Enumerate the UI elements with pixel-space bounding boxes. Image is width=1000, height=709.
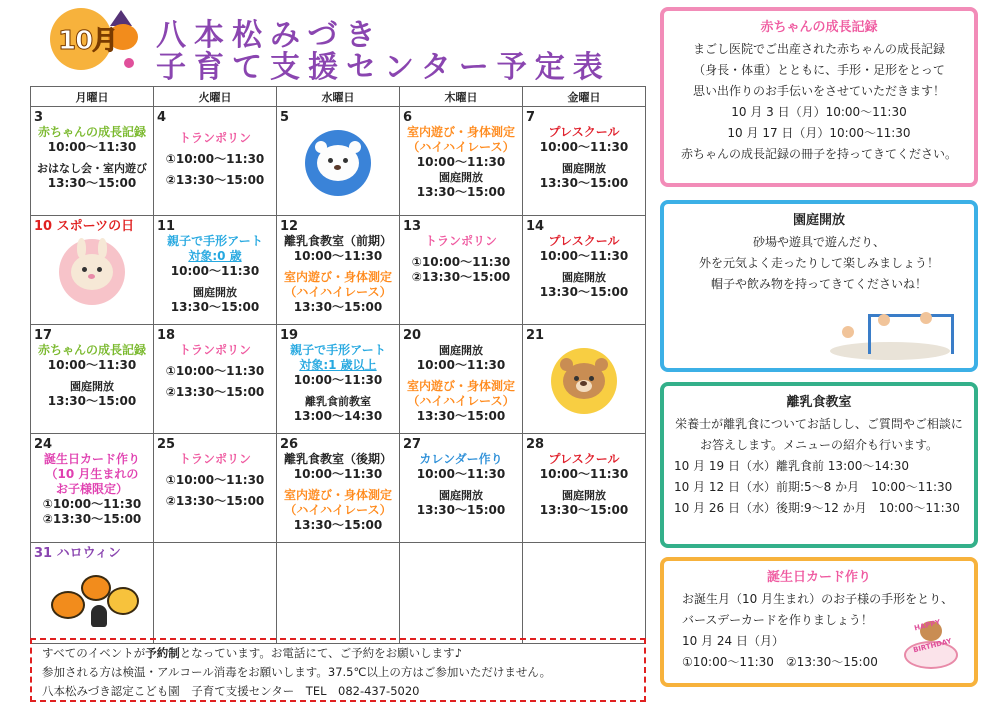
event-time: 13:30～15:00 — [170, 300, 260, 314]
event-time: 10:00～11:30 — [416, 155, 506, 169]
panel-text: 思い出作りのお手伝いをさせていただきます！ — [692, 84, 945, 98]
day-cell-31 — [31, 543, 154, 644]
day-number: 3 — [34, 110, 44, 125]
event-title: 園庭開放 — [439, 344, 483, 357]
day-cell-21 — [523, 325, 646, 434]
event-title: 園庭開放 — [439, 171, 483, 184]
weekday-fri: 金曜日 — [523, 87, 646, 107]
day-number: 28 — [526, 437, 545, 452]
event-title: トランポリン — [178, 131, 251, 145]
day-cell-20 — [400, 325, 523, 434]
event-time: 13:30～15:00 — [47, 176, 137, 190]
day-number: 5 — [280, 110, 290, 125]
day-cell-empty-4 — [523, 543, 646, 644]
event-subtitle: お子様限定） — [55, 482, 128, 496]
day-cell-28 — [523, 434, 646, 543]
panel-time: ①10:00～11:30 ②13:30～15:00 — [682, 655, 878, 669]
panel-title: 誕生日カード作り — [766, 570, 871, 585]
event-time: 10:00～11:30 — [293, 373, 383, 387]
event-title: 室内遊び・身体測定 — [283, 270, 392, 284]
playground-illustration-icon — [820, 306, 960, 360]
event-title: 離乳食教室（前期） — [283, 234, 392, 248]
reservation-notice — [30, 638, 646, 702]
day-number: 21 — [526, 328, 545, 343]
month-number: 10月 — [58, 26, 118, 56]
event-title: 親子で手形アート — [290, 343, 386, 357]
event-title: 園庭開放 — [562, 162, 606, 175]
event-time: ①10:00～11:30 — [165, 152, 265, 166]
day-number: 26 — [280, 437, 299, 452]
event-title: 園庭開放 — [439, 489, 483, 502]
garden-open-panel — [660, 200, 978, 372]
event-title: 赤ちゃんの成長記録 — [37, 343, 146, 357]
event-time: ①10:00～11:30 — [42, 497, 142, 511]
event-time: ②13:30～15:00 — [165, 494, 265, 508]
event-title: 室内遊び・身体測定 — [283, 488, 392, 502]
panel-date: 10 月 24 日（月） — [682, 634, 784, 648]
day-cell-25 — [154, 434, 277, 543]
event-title: トランポリン — [424, 234, 497, 248]
event-time: 10:00～11:30 — [539, 467, 629, 481]
panel-text: 栄養士が離乳食についてお話しし、ご質問やご相談に — [675, 417, 963, 431]
calendar-table — [30, 86, 646, 644]
panel-text: 赤ちゃんの成長記録の冊子を持ってきてください。 — [680, 147, 957, 161]
week-row-3 — [31, 325, 646, 434]
panel-title: 園庭開放 — [792, 213, 845, 228]
weaning-schedule — [670, 456, 968, 519]
notice-emphasis: 予約制 — [145, 646, 180, 660]
event-title: 室内遊び・身体測定 — [406, 125, 515, 139]
panel-text: まごし医院でご出産された赤ちゃんの成長記録 — [692, 42, 945, 56]
day-cell-5 — [277, 107, 400, 216]
week-row-1 — [31, 107, 646, 216]
panel-date: 10 月 3 日（月）10:00～11:30 — [731, 105, 907, 119]
event-time: ②13:30～15:00 — [165, 173, 265, 187]
event-time: 10:00～11:30 — [47, 358, 137, 372]
day-cell-7 — [523, 107, 646, 216]
month-badge — [50, 8, 134, 70]
event-time: 10:00～11:30 — [416, 358, 506, 372]
event-time: 13:30～15:00 — [539, 503, 629, 517]
event-subtitle: （10 月生まれの — [45, 467, 139, 481]
event-time: 10:00～11:30 — [539, 140, 629, 154]
event-title: 園庭開放 — [562, 271, 606, 284]
panel-text: バースデーカードを作りましょう！ — [682, 613, 873, 627]
day-number: 19 — [280, 328, 299, 343]
day-cell-18 — [154, 325, 277, 434]
panel-text: お誕生月（10 月生まれ）のお子様の手形をとり、 — [682, 592, 954, 606]
event-time: 10:00～11:30 — [539, 249, 629, 263]
event-time: ②13:30～15:00 — [42, 512, 142, 526]
day-cell-27 — [400, 434, 523, 543]
day-cell-13 — [400, 216, 523, 325]
event-title: 赤ちゃんの成長記録 — [37, 125, 146, 139]
event-time: ②13:30～15:00 — [165, 385, 265, 399]
week-row-4 — [31, 434, 646, 543]
birthday-card-panel — [660, 557, 978, 687]
event-title: 園庭開放 — [193, 286, 237, 299]
event-title: トランポリン — [178, 343, 251, 357]
day-number: 25 — [157, 437, 176, 452]
panel-text: 帽子や飲み物を持ってきてくださいね！ — [710, 277, 927, 291]
page-title-line1: 八本松みづき — [156, 18, 384, 53]
panel-text: 外を元気よく走ったりして楽しみましょう！ — [698, 256, 939, 270]
cake-label: HAPPY BIRTHDAY — [912, 618, 953, 655]
event-time: 10:00～11:30 — [416, 467, 506, 481]
day-cell-3 — [31, 107, 154, 216]
event-subtitle: （ハイハイレース） — [284, 285, 392, 299]
day-number-holiday: 10 スポーツの日 — [34, 219, 135, 234]
polar-bear-illustration-icon — [305, 130, 371, 196]
day-number: 6 — [403, 110, 413, 125]
growth-record-panel — [660, 7, 978, 187]
day-number: 27 — [403, 437, 422, 452]
day-cell-11 — [154, 216, 277, 325]
bear-illustration-icon — [551, 348, 617, 414]
event-subtitle: 対象:0 歳 — [188, 249, 242, 263]
event-subtitle: （ハイハイレース） — [284, 503, 392, 517]
event-title: おはなし会・室内遊び — [37, 162, 147, 175]
event-time: 13:30～15:00 — [539, 285, 629, 299]
day-cell-empty-2 — [277, 543, 400, 644]
event-title: プレスクール — [548, 452, 620, 466]
event-title: 離乳食教室（後期） — [283, 452, 392, 466]
day-number: 13 — [403, 219, 422, 234]
halloween-pumpkins-icon — [51, 569, 147, 635]
day-cell-19 — [277, 325, 400, 434]
event-subtitle: （ハイハイレース） — [407, 140, 515, 154]
weekday-mon: 月曜日 — [31, 87, 154, 107]
event-time: 13:30～15:00 — [416, 503, 506, 517]
panel-text: 砂場や遊具で遊んだり、 — [752, 235, 885, 249]
day-number: 7 — [526, 110, 536, 125]
event-title: プレスクール — [548, 125, 620, 139]
event-title: 室内遊び・身体測定 — [406, 379, 515, 393]
event-time: ①10:00～11:30 — [165, 364, 265, 378]
day-number: 12 — [280, 219, 299, 234]
event-time: 13:30～15:00 — [293, 518, 383, 532]
weekday-wed: 水曜日 — [277, 87, 400, 107]
panel-date: 10 月 17 日（月）10:00～11:30 — [727, 126, 911, 140]
panel-text: （身長・体重）とともに、手形・足形をとって — [693, 63, 945, 77]
day-cell-empty-1 — [154, 543, 277, 644]
day-cell-17 — [31, 325, 154, 434]
weekday-thu: 木曜日 — [400, 87, 523, 107]
week-row-2 — [31, 216, 646, 325]
day-number: 4 — [157, 110, 167, 125]
event-time: 13:00～14:30 — [293, 409, 383, 423]
event-title: 親子で手形アート — [167, 234, 263, 248]
event-time: 13:30～15:00 — [416, 185, 506, 199]
birthday-cake-icon — [898, 615, 962, 669]
event-time: ②13:30～15:00 — [411, 270, 511, 284]
event-time: 13:30～15:00 — [539, 176, 629, 190]
day-number: 24 — [34, 437, 53, 452]
schedule-row: 10 月 26 日（水）後期:9～12 か月 10:00～11:30 — [674, 501, 960, 515]
notice-line-2: 参加される方は検温・アルコール消毒をお願いします。37.5℃以上の方はご参加いただけません。 — [42, 665, 552, 679]
notice-line-1: すべてのイベントが予約制となっています。お電話にて、ご予約をお願いします♪ — [42, 646, 462, 660]
day-number: 17 — [34, 328, 53, 343]
day-number-halloween: 31 ハロウィン — [34, 546, 121, 561]
day-number: 11 — [157, 219, 176, 234]
page-title-line2: 子育て支援センター予定表 — [156, 50, 611, 85]
candy-icon — [124, 58, 134, 68]
event-title: カレンダー作り — [419, 452, 503, 466]
event-time: 10:00～11:30 — [47, 140, 137, 154]
schedule-row: 10 月 19 日（水）離乳食前 13:00～14:30 — [674, 459, 909, 473]
weekday-header-row — [31, 87, 646, 107]
week-row-5 — [31, 543, 646, 644]
day-number: 14 — [526, 219, 545, 234]
weaning-class-panel — [660, 382, 978, 548]
schedule-row: 10 月 12 日（水）前期:5～8 か月 10:00～11:30 — [674, 480, 953, 494]
event-subtitle: （ハイハイレース） — [407, 394, 515, 408]
event-title: 園庭開放 — [562, 489, 606, 502]
event-title: 園庭開放 — [70, 380, 114, 393]
event-time: 13:30～15:00 — [416, 409, 506, 423]
day-number: 18 — [157, 328, 176, 343]
day-cell-6 — [400, 107, 523, 216]
event-time: 13:30～15:00 — [47, 394, 137, 408]
day-cell-10 — [31, 216, 154, 325]
event-subtitle: 対象:1 歳以上 — [299, 358, 377, 372]
event-time: 13:30～15:00 — [293, 300, 383, 314]
day-cell-4 — [154, 107, 277, 216]
event-title: 誕生日カード作り — [43, 452, 140, 466]
panel-text: お答えします。メニューの紹介も行います。 — [699, 438, 939, 452]
day-number: 20 — [403, 328, 422, 343]
event-time: 10:00～11:30 — [293, 249, 383, 263]
day-cell-empty-3 — [400, 543, 523, 644]
event-time: 10:00～11:30 — [170, 264, 260, 278]
event-title: プレスクール — [548, 234, 620, 248]
panel-title: 離乳食教室 — [786, 395, 852, 410]
day-cell-24 — [31, 434, 154, 543]
day-cell-26 — [277, 434, 400, 543]
day-cell-12 — [277, 216, 400, 325]
event-time: 10:00～11:30 — [293, 467, 383, 481]
panel-title: 赤ちゃんの成長記録 — [760, 20, 878, 35]
event-time: ①10:00～11:30 — [411, 255, 511, 269]
weekday-tue: 火曜日 — [154, 87, 277, 107]
rabbit-illustration-icon — [59, 239, 125, 305]
event-time: ①10:00～11:30 — [165, 473, 265, 487]
notice-line-3: 八本松みづき認定こども園 子育て支援センター TEL 082-437-5020 — [42, 684, 420, 698]
day-cell-14 — [523, 216, 646, 325]
event-title: 離乳食前教室 — [305, 395, 371, 408]
event-title: トランポリン — [178, 452, 251, 466]
